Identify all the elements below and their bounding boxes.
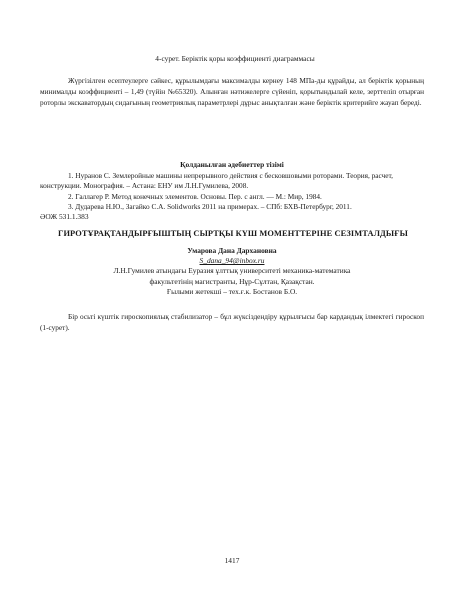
article-title: ГИРОТҰРАҚТАНДЫРҒЫШТЫҢ СЫРТҚЫ КҮШ МОМЕНТТЕРІНЕ СЕЗІМТАЛДЫҒЫ <box>58 229 408 238</box>
supervisor: Ғылыми жетекші – тех.ғ.к. Бостанов Б.О. <box>166 286 298 296</box>
udk-code: ӘОЖ 531.1.383 <box>40 212 89 221</box>
references-list <box>40 171 424 212</box>
author-affiliation: Л.Н.Гумилев атындағы Еуразия ұлттық университеті механика-математика <box>113 266 351 276</box>
author-block <box>40 246 424 297</box>
author-affiliation-cont: факультетінің магистранты, Нұр-Сұлтан, Қазақстан. <box>149 276 315 286</box>
references-title: Қолданылған әдебиеттер тізімі <box>180 160 284 169</box>
intro-paragraph: Бір осьті күштік гироскопиялық стабилизатор – бұл жүксіздендіру құрылғысы бар кардандық ілмектегі гироскоп (1-сурет). <box>40 312 424 332</box>
reference-item: 3. Дударева Н.Ю., Загайко С.А. Solidworks 2011 на примерах. – СПб: БХВ-Петербург, 2011. <box>68 201 352 211</box>
author-name: Умарова Дана Дархановна <box>187 246 277 255</box>
author-email[interactable]: S_dana_94@inbox.ru <box>199 256 265 266</box>
reference-item: 2. Галлагер Р. Метод конечных элементов. Основы. Пер. с англ. — М.: Мир, 1984. <box>68 191 322 201</box>
conclusion-paragraph: Жүргізілген есептеулерге сәйкес, құрылымдағы максималды кернеу 148 МПа-ды құрайды, ал беріктік қорының минималды коэффициенті – 1,49 (түйін №65320). Алынған нәтижелерге сүйеніп, қорытындылай келе, зерттеліп отырған роторлы экскаватордың сидағының геометриялық параметрлері дұрыс анықталған және беріктік критерийге жауап береді. <box>40 76 424 107</box>
figure-caption: 4-сурет. Беріктік қоры коэффициенті диаграммасы <box>155 54 315 63</box>
page-number: 1417 <box>224 556 240 565</box>
reference-item: 1. Нуранов С. Землеройные машины непрерывного действия с бесковшовыми роторами. Теория, расчет, конструкции. Монография. – Астана: ЕНУ им Л.Н.Гумилева, 2008. <box>40 171 393 191</box>
